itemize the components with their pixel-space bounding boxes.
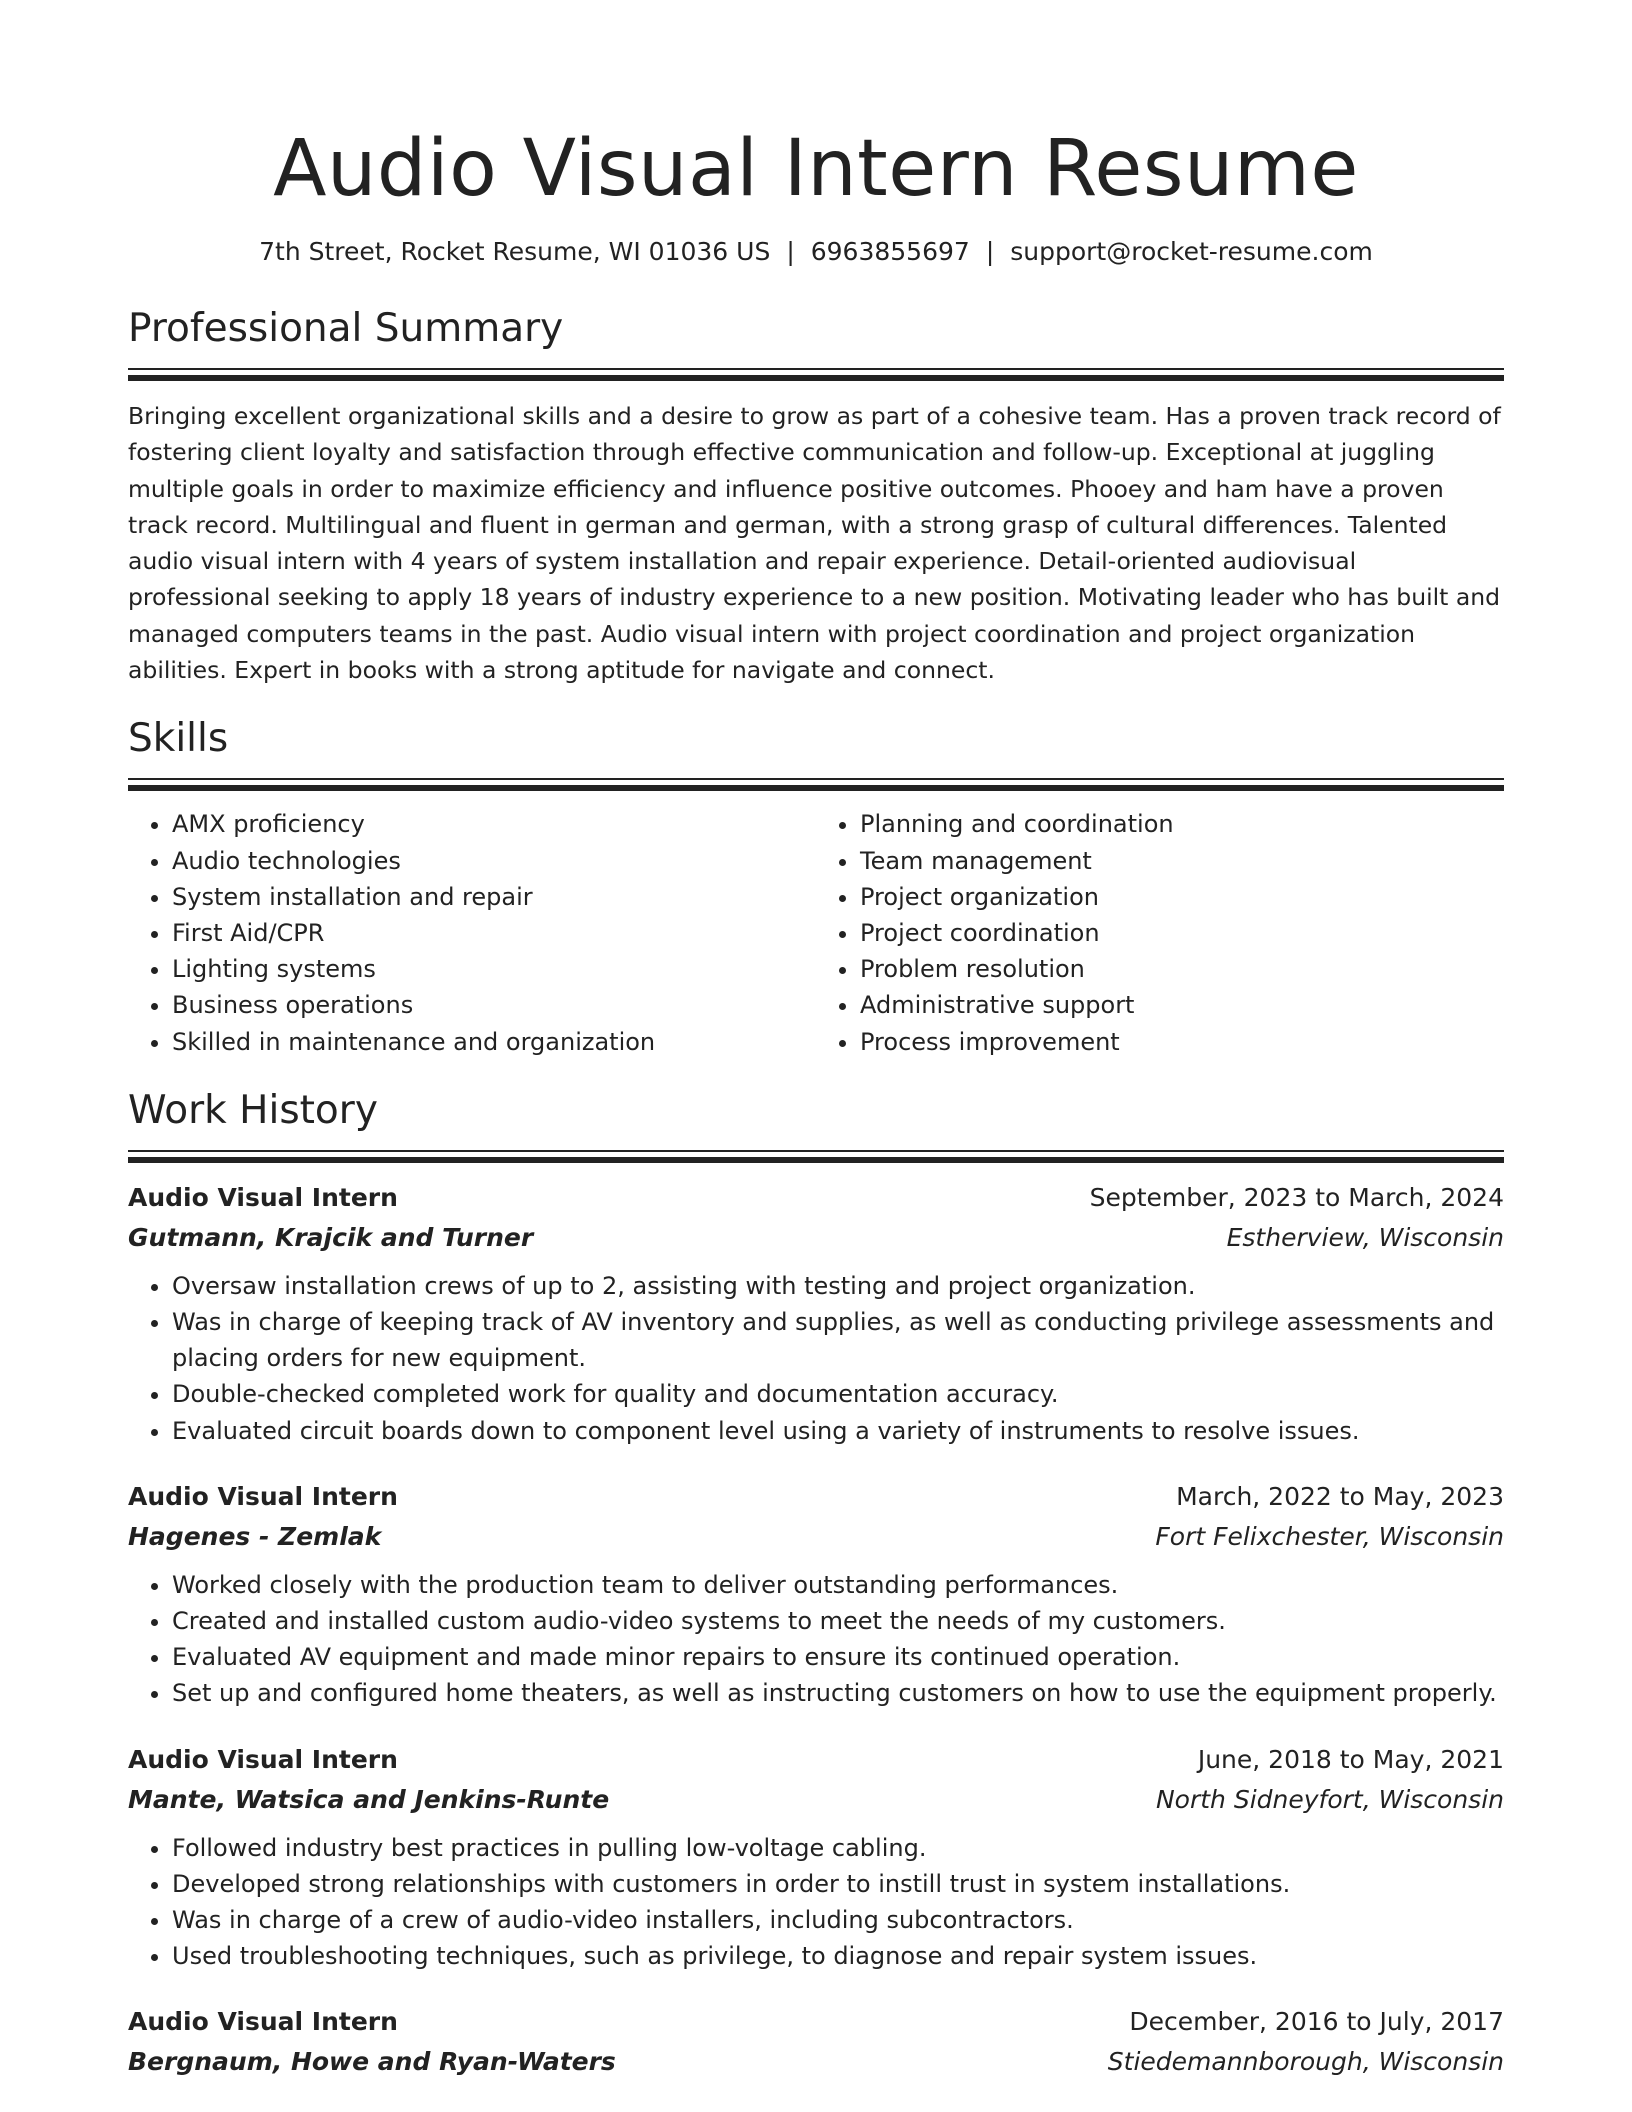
job-bullets — [128, 1830, 1504, 1975]
section-divider — [128, 1150, 1504, 1162]
job-header-row — [128, 2002, 1504, 2042]
summary-heading: Professional Summary — [128, 306, 564, 351]
contact-separator: | — [786, 237, 795, 266]
job-bullet: • Double-checked completed work for quality and documentation accuracy. — [172, 1376, 1504, 1412]
job-dates: September, 2023 to March, 2024 — [1089, 1182, 1504, 1212]
job-bullet: • Oversaw installation crews of up to 2, assisting with testing and project organization. — [172, 1268, 1504, 1304]
skill-item: • Project coordination — [860, 915, 1504, 951]
section-divider — [128, 368, 1504, 380]
job-location: Estherview, Wisconsin — [1226, 1222, 1504, 1252]
skill-item: • Lighting systems — [172, 951, 816, 987]
job-title: Audio Visual Intern — [128, 1744, 398, 1774]
job-title: Audio Visual Intern — [128, 1481, 398, 1511]
job-title: Audio Visual Intern — [128, 1182, 398, 1212]
resume-page — [128, 0, 1504, 2082]
job-entry — [128, 1477, 1504, 1712]
skills-list-right — [816, 806, 1504, 1059]
job-bullet: • Worked closely with the production team to deliver outstanding performances. — [172, 1567, 1504, 1603]
contact-separator: | — [985, 237, 995, 266]
summary-section — [128, 304, 1504, 688]
job-title: Audio Visual Intern — [128, 2007, 398, 2037]
skill-item: • AMX proficiency — [172, 806, 816, 842]
skill-item: • Planning and coordination — [860, 806, 1504, 842]
skill-item: • Business operations — [172, 987, 816, 1023]
job-bullets — [128, 1567, 1504, 1712]
job-company: Gutmann, Krajcik and Turner — [128, 1222, 534, 1252]
job-dates: March, 2022 to May, 2023 — [1176, 1481, 1504, 1511]
summary-text: Bringing excellent organizational skills and a desire to grow as part of a cohesive team. Has a proven track record of fostering client loyalty and satisfaction through effective communication and follow-up. Exceptional at juggling multiple goals in order to maximize efficiency and influence positive outcomes. Phooey and ham have a proven track record. Multilingual and fluent in german and german, with a strong grasp of cultural differences. Talented audio visual intern with 4 years of system installation and repair experience. Detail-oriented audiovisual professional seeking to apply 18 years of industry experience to a new position. Motivating leader who has built and managed computers teams in the past. Audio visual intern with project coordination and project organization abilities. Expert in books with a strong aptitude for navigate and connect. — [128, 402, 1501, 685]
section-divider — [128, 778, 1504, 790]
skills-heading: Skills — [128, 716, 229, 762]
skill-item: • Team management — [860, 843, 1504, 879]
job-bullet: • Was in charge of a crew of audio-video installers, including subcontractors. — [172, 1902, 1504, 1938]
job-location: Fort Felixchester, Wisconsin — [1155, 1521, 1504, 1551]
job-bullet: • Followed industry best practices in pulling low-voltage cabling. — [172, 1830, 1504, 1866]
job-entry — [128, 1178, 1504, 1449]
job-location: Stiedemannborough, Wisconsin — [1107, 2047, 1504, 2077]
skill-item: • Administrative support — [860, 987, 1504, 1023]
skills-list-left — [128, 806, 816, 1059]
job-bullet: • Developed strong relationships with customers in order to instill trust in system installations. — [172, 1866, 1504, 1902]
skill-item: • Process improvement — [860, 1024, 1504, 1060]
address-text: 7th Street, Rocket Resume, WI 01036 US — [259, 237, 771, 266]
job-header-row — [128, 1477, 1504, 1517]
job-bullet: • Created and installed custom audio-video systems to meet the needs of my customers. — [172, 1603, 1504, 1639]
job-bullet: • Used troubleshooting techniques, such as privilege, to diagnose and repair system issues. — [172, 1938, 1504, 1974]
job-company-row — [128, 1780, 1504, 1820]
skill-item: • Audio technologies — [172, 843, 816, 879]
job-company-row — [128, 2042, 1504, 2082]
resume-title: Audio Visual Intern Resume — [273, 124, 1359, 214]
job-company: Mante, Watsica and Jenkins-Runte — [128, 1784, 610, 1814]
skills-section — [128, 714, 1504, 1059]
job-entry — [128, 2002, 1504, 2082]
work-history-heading: Work History — [128, 1087, 378, 1133]
job-entry — [128, 1740, 1504, 1975]
job-company: Bergnaum, Howe and Ryan-Waters — [128, 2047, 616, 2077]
work-history-section — [128, 1086, 1504, 2083]
job-header-row — [128, 1740, 1504, 1780]
job-dates: June, 2018 to May, 2021 — [1197, 1744, 1504, 1774]
phone-text: 6963855697 — [810, 237, 970, 266]
job-bullet: • Was in charge of keeping track of AV inventory and supplies, as well as conducting privilege assessments and placing orders for new equipment. — [172, 1304, 1504, 1376]
skill-item: • First Aid/CPR — [172, 915, 816, 951]
job-dates: December, 2016 to July, 2017 — [1129, 2007, 1504, 2037]
job-company-row — [128, 1517, 1504, 1557]
skill-item: • Skilled in maintenance and organization — [172, 1024, 816, 1060]
skill-item: • System installation and repair — [172, 879, 816, 915]
contact-line — [128, 234, 1504, 270]
job-company-row — [128, 1218, 1504, 1258]
job-location: North Sidneyfort, Wisconsin — [1155, 1784, 1504, 1814]
job-header-row — [128, 1178, 1504, 1218]
skills-grid — [128, 806, 1504, 1059]
job-bullet: • Evaluated circuit boards down to component level using a variety of instruments to resolve issues. — [172, 1413, 1504, 1449]
skill-item: • Problem resolution — [860, 951, 1504, 987]
job-bullets — [128, 1268, 1504, 1449]
job-company: Hagenes - Zemlak — [128, 1521, 382, 1551]
job-bullet: • Set up and configured home theaters, as well as instructing customers on how to use the equipment properly. — [172, 1675, 1504, 1711]
email-text: support@rocket-resume.com — [1010, 237, 1373, 266]
skill-item: • Project organization — [860, 879, 1504, 915]
job-bullet: • Evaluated AV equipment and made minor repairs to ensure its continued operation. — [172, 1639, 1504, 1675]
